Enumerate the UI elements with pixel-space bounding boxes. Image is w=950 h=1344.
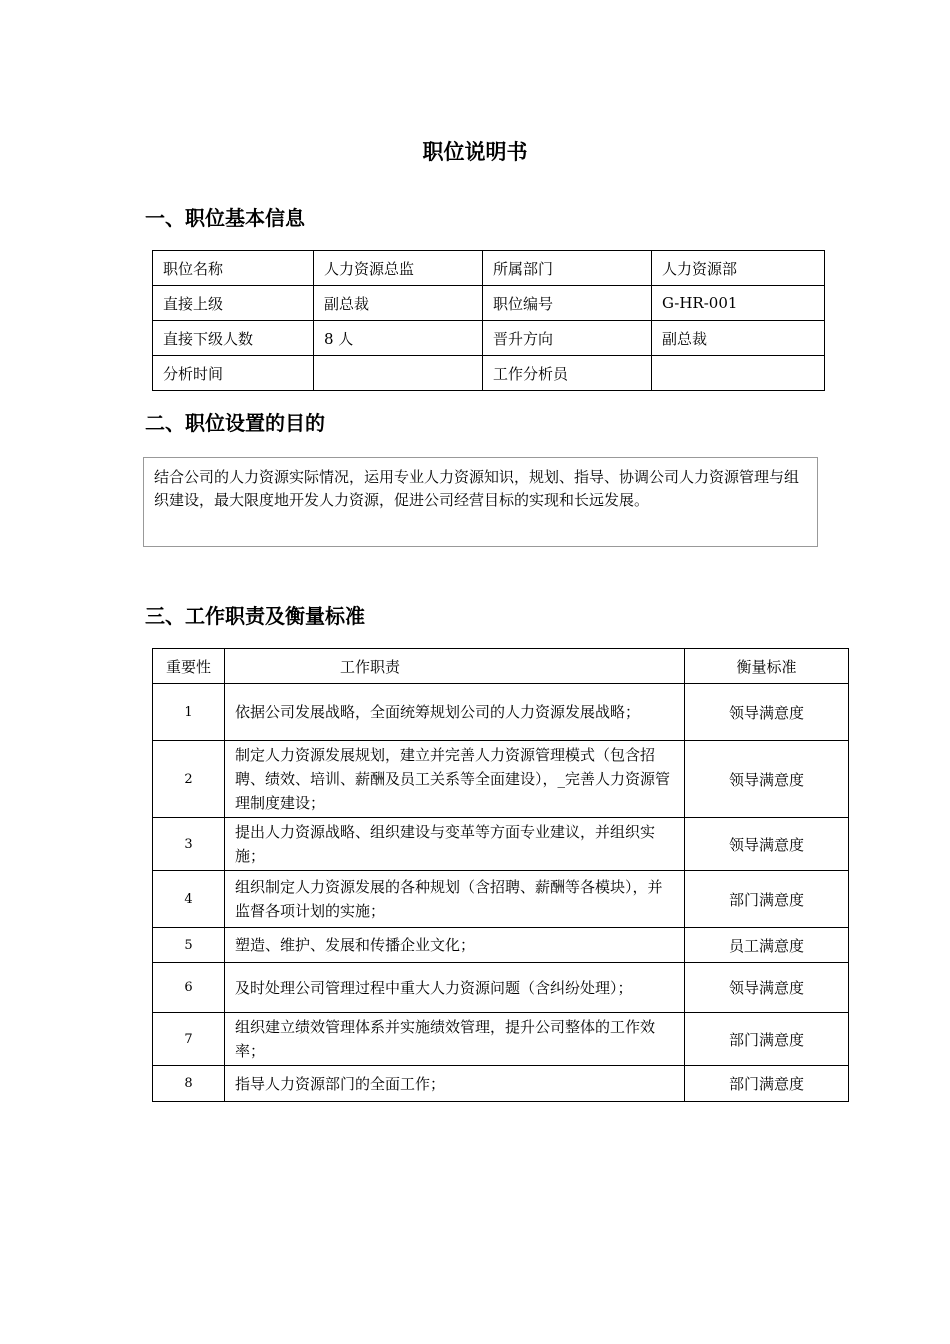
row-number: 1 — [153, 684, 225, 741]
table-row — [153, 963, 849, 1013]
row-number: 3 — [153, 818, 225, 871]
row-number: 6 — [153, 963, 225, 1013]
table-cell: 8 人 — [314, 321, 483, 356]
table-cell: 晋升方向 — [483, 321, 652, 356]
table-row — [153, 684, 849, 741]
basic-info-table — [152, 250, 825, 391]
row-number: 2 — [153, 741, 225, 818]
duties-table — [152, 648, 849, 1102]
table-row — [153, 321, 825, 356]
row-number: 4 — [153, 871, 225, 928]
table-row — [153, 251, 825, 286]
table-cell: 副总裁 — [652, 321, 825, 356]
row-standard: 部门满意度 — [685, 1066, 849, 1102]
row-duty: 塑造、维护、发展和传播企业文化； — [225, 928, 685, 963]
row-duty: 提出人力资源战略、组织建设与变革等方面专业建议，并组织实施； — [225, 818, 685, 871]
purpose-text: 结合公司的人力资源实际情况，运用专业人力资源知识，规划、指导、协调公司人力资源管理与组织建设，最大限度地开发人力资源，促进公司经营目标的实现和长远发展。 — [143, 457, 818, 547]
header-importance: 重要性 — [153, 649, 225, 684]
table-row — [153, 286, 825, 321]
table-cell: 直接上级 — [153, 286, 314, 321]
table-row — [153, 741, 849, 818]
table-row — [153, 871, 849, 928]
table-row — [153, 1066, 849, 1102]
row-standard: 部门满意度 — [685, 871, 849, 928]
section1-heading: 一、职位基本信息 — [145, 206, 305, 230]
table-row — [153, 1013, 849, 1066]
table-header-row — [153, 649, 849, 684]
table-cell: 人力资源部 — [652, 251, 825, 286]
row-standard: 员工满意度 — [685, 928, 849, 963]
row-duty: 制定人力资源发展规划，建立并完善人力资源管理模式（包含招聘、绩效、培训、薪酬及员工关系等全面建设），_完善人力资源管理制度建设； — [225, 741, 685, 818]
row-duty: 依据公司发展战略，全面统筹规划公司的人力资源发展战略； — [225, 684, 685, 741]
row-standard: 领导满意度 — [685, 818, 849, 871]
row-number: 8 — [153, 1066, 225, 1102]
header-duty: 工作职责 — [225, 649, 685, 684]
table-cell — [314, 356, 483, 391]
table-cell: 职位名称 — [153, 251, 314, 286]
section3-heading: 三、工作职责及衡量标准 — [145, 604, 365, 628]
table-cell: 所属部门 — [483, 251, 652, 286]
table-cell — [652, 356, 825, 391]
section2-heading: 二、职位设置的目的 — [145, 411, 325, 435]
row-duty: 及时处理公司管理过程中重大人力资源问题（含纠纷处理）； — [225, 963, 685, 1013]
row-standard: 领导满意度 — [685, 963, 849, 1013]
row-number: 7 — [153, 1013, 225, 1066]
table-cell: 直接下级人数 — [153, 321, 314, 356]
table-cell: 职位编号 — [483, 286, 652, 321]
row-standard: 部门满意度 — [685, 1013, 849, 1066]
row-duty: 组织建立绩效管理体系并实施绩效管理，提升公司整体的工作效率； — [225, 1013, 685, 1066]
header-standard: 衡量标准 — [685, 649, 849, 684]
table-row — [153, 818, 849, 871]
table-row — [153, 928, 849, 963]
row-number: 5 — [153, 928, 225, 963]
row-standard: 领导满意度 — [685, 741, 849, 818]
table-cell: G-HR-001 — [652, 286, 825, 321]
row-duty: 组织制定人力资源发展的各种规划（含招聘、薪酬等各模块），并监督各项计划的实施； — [225, 871, 685, 928]
row-duty: 指导人力资源部门的全面工作； — [225, 1066, 685, 1102]
table-cell: 工作分析员 — [483, 356, 652, 391]
table-cell: 人力资源总监 — [314, 251, 483, 286]
table-cell: 副总裁 — [314, 286, 483, 321]
row-standard: 领导满意度 — [685, 684, 849, 741]
table-cell: 分析时间 — [153, 356, 314, 391]
page-title: 职位说明书 — [422, 140, 528, 164]
table-row — [153, 356, 825, 391]
